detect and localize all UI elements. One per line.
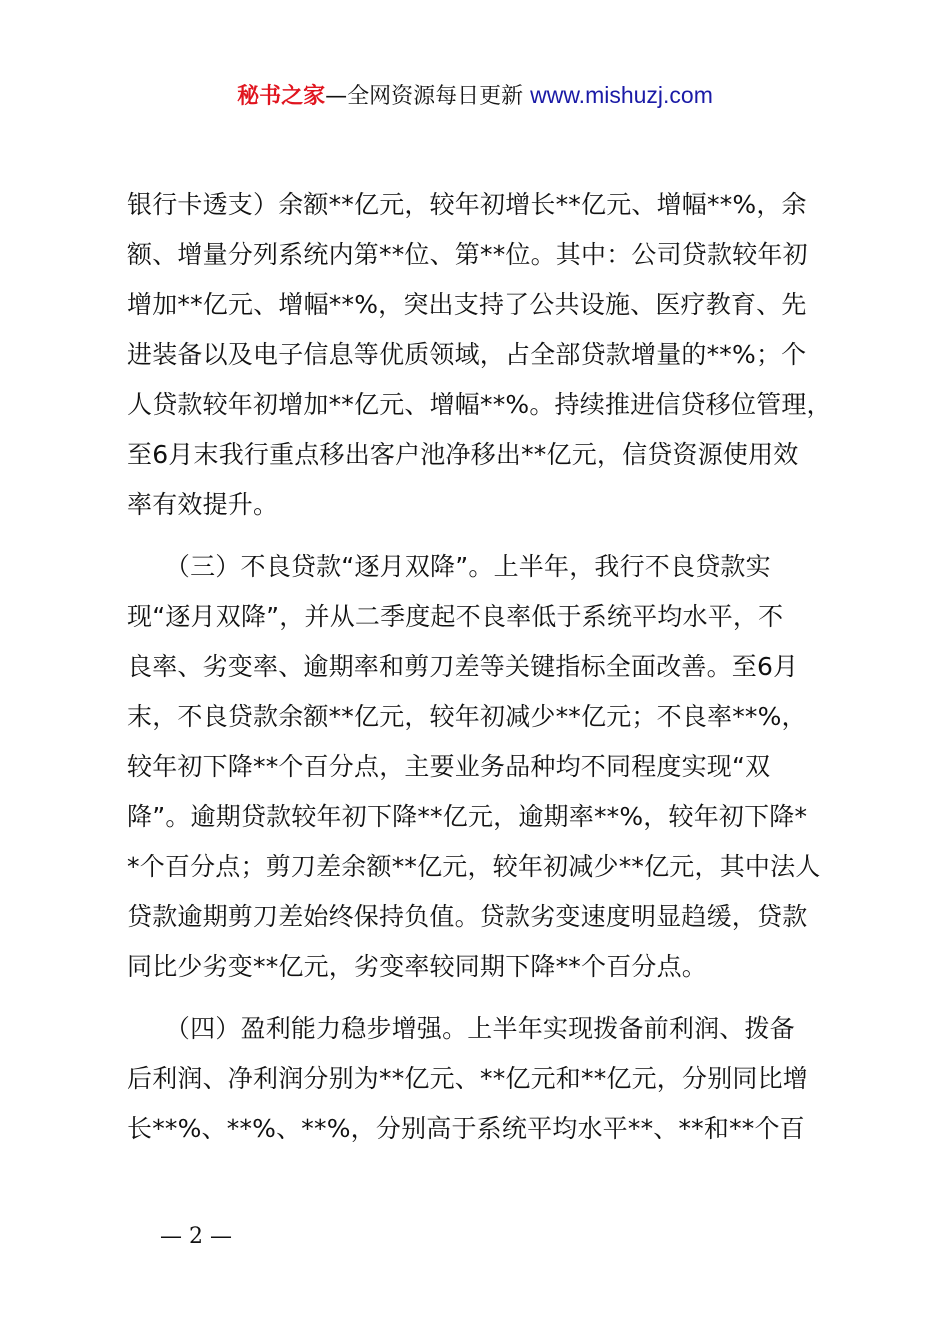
- paragraph-nonperforming-loans: [127, 542, 832, 992]
- text-line: 人贷款较年初增加**亿元、增幅**%。持续推进信贷移位管理，: [127, 390, 832, 419]
- text-line: 后利润、净利润分别为**亿元、**亿元和**亿元，分别同比增: [127, 1064, 809, 1093]
- text-line: 较年初下降**个百分点，主要业务品种均不同程度实现“双: [127, 752, 771, 781]
- text-line: 率有效提升。: [127, 490, 279, 519]
- paragraph-profitability: [127, 1004, 832, 1154]
- text-line: 银行卡透支）余额**亿元，较年初增长**亿元、增幅**%，余: [127, 190, 807, 219]
- site-brand-name: 秘书之家: [237, 84, 326, 109]
- text-line: 额、增量分列系统内第**位、第**位。其中：公司贷款较年初: [127, 240, 808, 269]
- text-line: 降”。逾期贷款较年初下降**亿元，逾期率**%，较年初下降*: [127, 802, 808, 831]
- text-line: 现“逐月双降”，并从二季度起不良率低于系统平均水平，不: [127, 602, 784, 631]
- site-banner: [0, 80, 950, 112]
- document-body: [127, 180, 832, 1166]
- text-line: （三）不良贷款“逐月双降”。上半年，我行不良贷款实: [127, 552, 771, 581]
- site-tagline: —全网资源每日更新: [325, 84, 524, 109]
- text-line: 增加**亿元、增幅**%，突出支持了公共设施、医疗教育、先: [127, 290, 807, 319]
- text-line: 至6月末我行重点移出客户池净移出**亿元，信贷资源使用效: [127, 440, 799, 469]
- paragraph-loans: [127, 180, 832, 530]
- text-line: 贷款逾期剪刀差始终保持负值。贷款劣变速度明显趋缓，贷款: [127, 902, 808, 931]
- text-line: 进装备以及电子信息等优质领域，占全部贷款增量的**%；个: [127, 340, 807, 369]
- text-line: 良率、劣变率、逾期率和剪刀差等关键指标全面改善。至6月: [127, 652, 799, 681]
- text-line: 同比少劣变**亿元，劣变率较同期下降**个百分点。: [127, 952, 708, 981]
- text-line: （四）盈利能力稳步增强。上半年实现拨备前利润、拨备: [127, 1014, 795, 1043]
- text-line: *个百分点；剪刀差余额**亿元，较年初减少**亿元，其中法人: [127, 852, 821, 881]
- text-line: 末，不良贷款余额**亿元，较年初减少**亿元；不良率**%，: [127, 702, 807, 731]
- text-line: 长**%、**%、**%，分别高于系统平均水平**、**和**个百: [127, 1114, 805, 1143]
- page-number: — 2 —: [160, 1224, 232, 1249]
- site-url-link[interactable]: www.mishuzj.com: [530, 82, 713, 108]
